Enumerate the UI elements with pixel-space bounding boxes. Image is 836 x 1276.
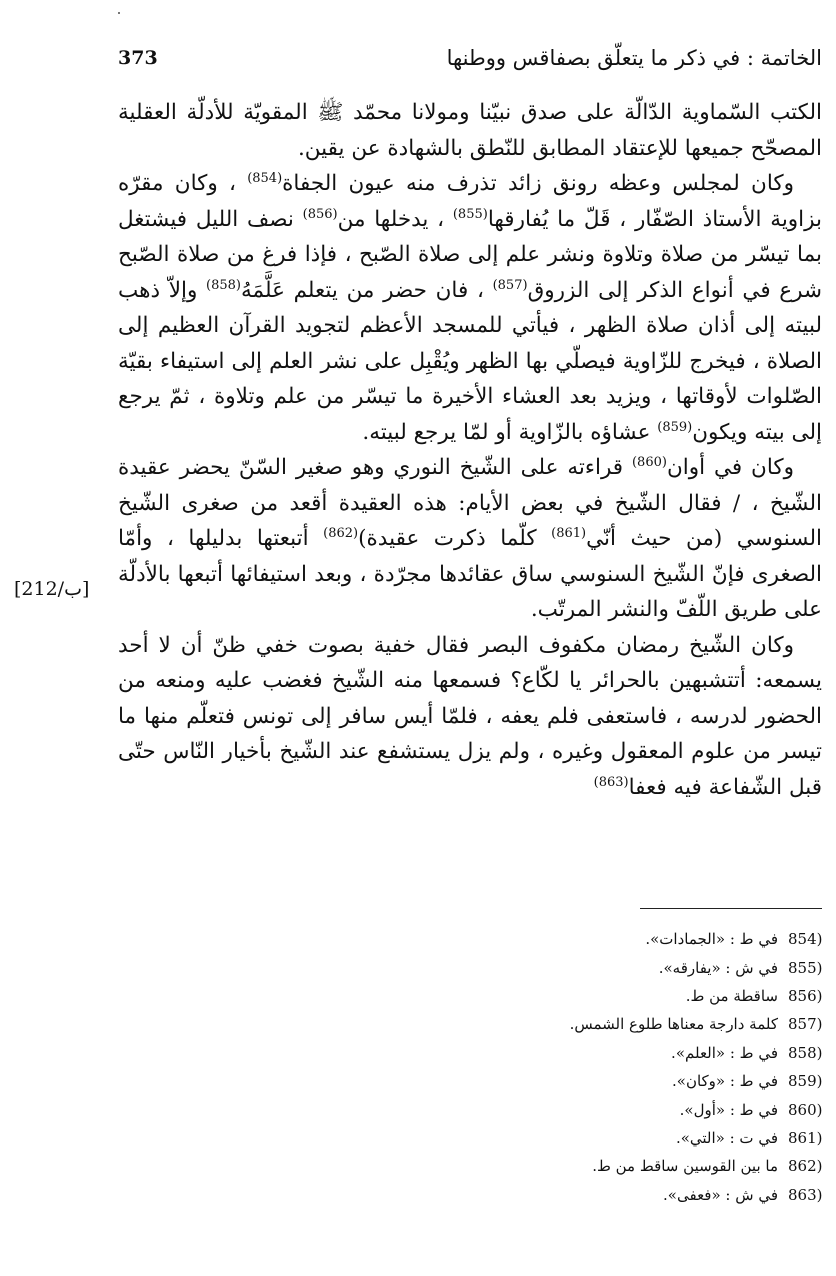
manuscript-folio-marker: [212/ب]	[14, 578, 90, 600]
footnote-item	[422, 953, 822, 981]
footnote-text: كلمة دارجة معناها طلوع الشمس.	[569, 1015, 778, 1034]
footnote-number: 854)	[788, 930, 823, 949]
footnote-ref-856[interactable]: (856)	[302, 206, 338, 222]
paragraph-2	[118, 166, 822, 450]
footnote-text: ما بين القوسين ساقط من ط.	[592, 1157, 778, 1176]
footnote-item	[422, 1152, 822, 1180]
paragraph-1-text: الكتب السّماوية الدّالّة على صدق نبيّنا ومولانا محمّد ﷺ المقويّة للأدلّة العقلية المصحّح جميعها للإعتقاد المطابق للنّطق بالشهادة عن يقين.	[118, 100, 822, 161]
footnote-ref-863[interactable]: (863)	[593, 774, 629, 790]
main-text	[118, 95, 822, 805]
footnote-number: 863)	[788, 1185, 823, 1204]
footnote-text: في ط : «الجمادات».	[645, 930, 778, 949]
footnote-item	[422, 1067, 822, 1095]
footnote-item	[422, 1181, 822, 1209]
footnote-item	[422, 1124, 822, 1152]
footnote-text: في ط : «وكان».	[672, 1072, 778, 1091]
running-head: الخاتمة : في ذكر ما يتعلّق بصفاقس ووطنها	[446, 46, 822, 70]
footnote-item	[422, 1010, 822, 1038]
paragraph-3-text-d: أتبعتها بدليلها ، وأمّا الصغرى فإنّ الشّيخ السنوسي ساق عقائدها مجرّدة ، وبعد استيفائها أتبعها بالأدلّة على طريق اللّفّ والنشر المرتّب.	[118, 526, 822, 622]
paragraph-2-text-b: ، وكان مقرّه بزاوية الأستاذ الصّفّار ، قَلّ ما يُفارقها	[118, 171, 823, 232]
footnote-ref-858[interactable]: (858)	[206, 277, 241, 293]
paragraph-2-text-e: ، فان حضر من يتعلم عَلَّمَهُ	[241, 277, 493, 303]
page-header	[118, 42, 822, 74]
footnote-number: 861)	[788, 1128, 823, 1147]
footnote-ref-857[interactable]: (857)	[492, 277, 528, 293]
footnote-number: 862)	[788, 1157, 823, 1176]
footnote-text: في ت : «التي».	[675, 1128, 778, 1147]
paragraph-3	[118, 450, 822, 628]
footnote-number: 860)	[788, 1100, 823, 1119]
footnote-text: في ط : «العلم».	[671, 1043, 778, 1062]
footnote-number: 856)	[788, 986, 823, 1005]
footnote-item	[422, 982, 822, 1010]
footnote-number: 859)	[788, 1072, 823, 1091]
paragraph-2-text-g: عشاؤه بالزّاوية أو لمّا يرجع لبيته.	[362, 419, 658, 445]
footnote-ref-860[interactable]: (860)	[631, 454, 667, 470]
paragraph-2-text-f: وإلاّ ذهب لبيته إلى أذان صلاة الظهر ، فيأتي للمسجد الأعظم لتجويد القرآن العظيم إلى الصلاة ، فيخرج للزّاوية فيصلّي بها الظهر ويُقْبِل على نشر العلم إلى استيفاء بقيّة الصّلوات لأوقاتها ، ويزيد بعد العشاء الأخيرة ما تيسّر من علم وتلاوة ، ثمّ يرجع إلى بيته ويكون	[118, 277, 822, 445]
footnote-ref-861[interactable]: (861)	[551, 525, 587, 541]
footnote-text: في ط : «أول».	[679, 1100, 778, 1119]
footnotes	[422, 925, 822, 1209]
paragraph-4	[118, 628, 822, 806]
footnote-separator	[640, 908, 822, 909]
footnote-ref-854[interactable]: (854)	[247, 170, 283, 186]
footnote-text: في ش : «فعفى».	[663, 1185, 778, 1204]
footnote-number: 858)	[788, 1043, 823, 1062]
footnote-text: ساقطة من ط.	[685, 986, 778, 1005]
footnote-item	[422, 1039, 822, 1067]
footnote-ref-855[interactable]: (855)	[452, 206, 488, 222]
footnote-ref-859[interactable]: (859)	[657, 419, 693, 435]
paragraph-3-text-b: قراءته على الشّيخ النوري وهو صغير السّنّ يحضر عقيدة الشّيخ ، / فقال الشّيخ في بعض الأيام: هذه العقيدة أقعد من صغرى الشّيخ السنوسي (من حيث أنّي	[118, 455, 822, 551]
footnote-item	[422, 925, 822, 953]
scan-speck	[118, 12, 120, 14]
paragraph-2-text-d: نصف الليل فيشتغل بما تيسّر من صلاة وتلاوة ونشر علم إلى صلاة الصّبح ، فإذا فرغ من صلاة الصّبح شرع في أنواع الذكر إلى الزروق	[118, 206, 822, 303]
paragraph-1	[118, 95, 822, 166]
paragraph-2-text-c: ، يدخلها من	[337, 206, 453, 232]
footnote-ref-862[interactable]: (862)	[323, 525, 359, 541]
footnote-text: في ش : «يفارقه».	[658, 958, 778, 977]
footnote-item	[422, 1095, 822, 1123]
paragraph-3-text-c: كلّما ذكرت عقيدة)	[358, 526, 552, 551]
paragraph-2-text-a: وكان لمجلس وعظه رونق زائد تذرف منه عيون الجفاة	[282, 171, 794, 196]
paragraph-4-text-a: وكان الشّيخ رمضان مكفوف البصر فقال خفية بصوت خفي ظنّ أن لا أحد يسمعه: أتتشبهين بالحرائر يا لكّاع؟ فسمعها منه الشّيخ فغضب عليه ومنعه من الحضور لدرسه ، فاستعفى فلم يعفه ، فلمّا أيس سافر إلى تونس فتعلّم منها ما تيسر من علوم المعقول وغيره ، ولم يزل يستشفع عند الشّيخ بأخيار النّاس حتّى قبل الشّفاعة فيه فعفا	[118, 632, 822, 800]
footnote-number: 855)	[788, 958, 823, 977]
footnote-number: 857)	[788, 1015, 823, 1034]
paragraph-3-text-a: وكان في أوان	[666, 455, 795, 480]
page-number: 373	[118, 47, 158, 69]
